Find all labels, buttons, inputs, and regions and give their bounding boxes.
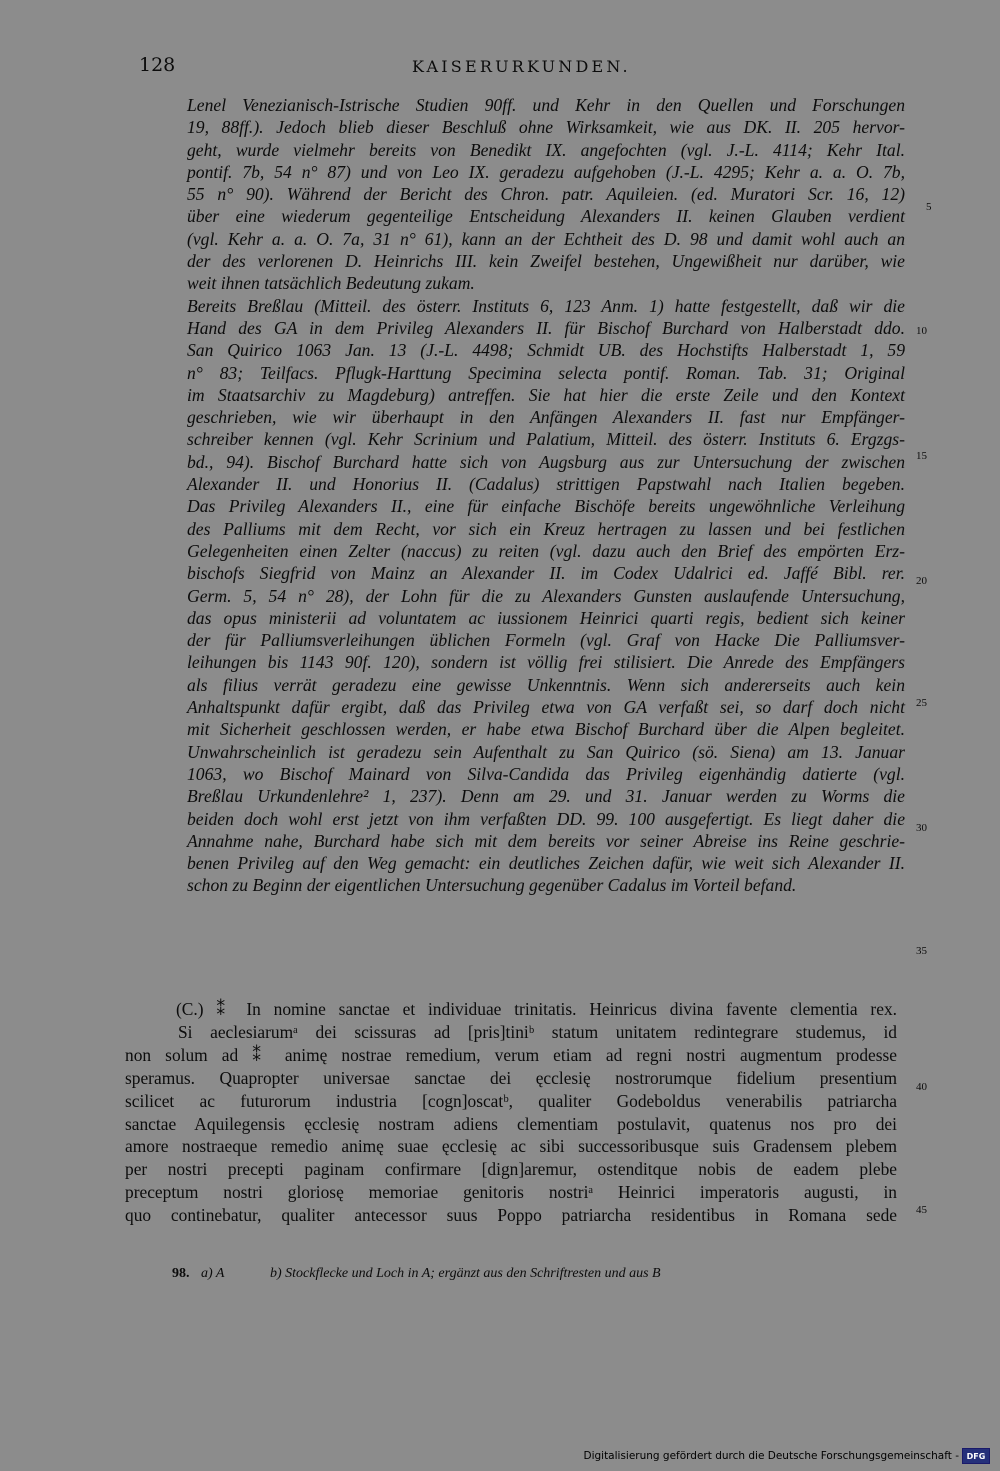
commentary-line: bd., 94). Bischof Burchard hatte sich von Augsburg aus zur Untersuchung der zwischen — [187, 451, 905, 472]
line-number: 45 — [916, 1204, 927, 1216]
charter-line: per nostri precepti paginam confirmare [dign]aremur, ostenditque nobis de eadem plebe — [125, 1159, 897, 1180]
dfg-logo: DFG — [962, 1448, 990, 1464]
commentary-line: mit Sicherheit geschlossen werden, er habe etwa Bischof Burchard über die Alpen begleitet. — [187, 719, 905, 740]
commentary-block — [187, 94, 905, 897]
commentary-line: Alexander II. und Honorius II. (Cadalus) strittigen Papstwahl nach Italien begeben. — [187, 474, 905, 495]
commentary-line: San Quirico 1063 Jan. 13 (J.-L. 4498; Schmidt UB. des Hochstifts Halberstadt 1, 59 — [187, 340, 905, 361]
footnotes — [172, 1266, 872, 1282]
running-head: KAISERURKUNDEN. — [412, 57, 631, 76]
commentary-line: benen Privileg auf den Weg gemacht: ein deutliches Zeichen dafür, wie weit sich Alexander II. — [187, 853, 905, 874]
commentary-line: Unwahrscheinlich ist geradezu sein Aufenthalt zu San Quirico (sö. Siena) am 13. Januar — [187, 741, 905, 762]
commentary-line: geschrieben, wie wir überhaupt in den Anfängen Alexanders II. fast nur Empfänger- — [187, 407, 905, 428]
commentary-line: Das Privileg Alexanders II., eine für einfache Bischöfe bereits ungewöhnliche Verleihung — [187, 496, 905, 517]
commentary-line: n° 83; Teilfacs. Pflugk-Harttung Specimina selecta pontif. Roman. Tab. 31; Original — [187, 362, 905, 383]
charter-text — [125, 998, 897, 1227]
commentary-line: über eine wiederum gegenteilige Entscheidung Alexanders II. keinen Glauben verdient — [187, 206, 905, 227]
commentary-line: Breßlau Urkundenlehre² 1, 237). Denn am 29. und 31. Januar werden zu Worms die — [187, 786, 905, 807]
commentary-line: schreiber kennen (vgl. Kehr Scrinium und Palatium, Mitteil. des österr. Instituts 6. Ergzgs- — [187, 429, 905, 450]
charter-line: sanctae Aquilegensis ęcclesię nostram adiens clementiam postulavit, quatenus nos pro dei — [125, 1113, 897, 1134]
footnote-b: b) Stockflecke und Loch in A; ergänzt aus den Schriftresten und aus B — [269, 1266, 661, 1281]
commentary-line: schon zu Beginn der eigentlichen Untersuchung gegenüber Cadalus im Vorteil befand. — [187, 875, 797, 896]
charter-line: preceptum nostri gloriosę memoriae genitoris nostriᵃ Heinrici imperatoris augusti, in — [125, 1182, 897, 1203]
charter-line: scilicet ac futurorum industria [cogn]oscatᵇ, qualiter Godeboldus venerabilis patriarcha — [125, 1090, 897, 1111]
charter-line: speramus. Quapropter universae sanctae dei ęcclesię nostrorumque fidelium presentium — [125, 1067, 897, 1088]
commentary-line: 55 n° 90). Während der Bericht des Chron. patr. Aquileien. (ed. Muratori Scr. 16, 12) — [187, 184, 905, 205]
commentary-line: 1063, wo Bischof Mainard von Silva-Candida das Privileg eigenhändig datierte (vgl. — [187, 763, 905, 784]
commentary-line: Anhaltspunkt dafür ergibt, daß das Privileg etwa von GA verfaßt sei, so darf doch nicht — [187, 697, 905, 718]
digitization-credit — [583, 1448, 990, 1464]
line-number: 40 — [916, 1081, 927, 1093]
line-number: 20 — [916, 575, 927, 587]
commentary-line: Germ. 5, 54 n° 28), der Lohn für die zu Alexanders Gunsten auslaufende Untersuchung, — [187, 585, 905, 606]
commentary-line: Bereits Breßlau (Mitteil. des österr. Instituts 6, 123 Anm. 1) hatte festgestellt, daß wir die — [187, 295, 905, 316]
charter-line: (C.) ⁑ In nomine sanctae et individuae trinitatis. Heinricus divina favente clementia rex. — [176, 999, 897, 1019]
line-number: 35 — [916, 945, 927, 957]
commentary-line: Gelegenheiten einen Zelter (naccus) zu reiten (vgl. dazu auch den Brief des empörten Erz- — [187, 540, 905, 561]
commentary-line: (vgl. Kehr a. a. O. 7a, 31 n° 61), kann an der Echtheit des D. 98 und damit wohl auch an — [187, 228, 905, 249]
commentary-line: leihungen bis 1143 90f. 120), sondern ist völlig frei stilisiert. Die Anrede des Empfängers — [187, 652, 905, 673]
line-number: 5 — [926, 201, 932, 213]
commentary-line: weit ihnen tatsächlich Bedeutung zukam. — [187, 273, 475, 294]
commentary-line: als filius verrät geradezu eine gewisse Unkenntnis. Wenn sich andererseits auch kein — [187, 674, 905, 695]
page-number: 128 — [139, 54, 176, 76]
footnote-number: 98. — [172, 1266, 190, 1281]
commentary-line: pontif. 7b, 54 n° 87) und von Leo IX. geradezu aufgehoben (J.-L. 4295; Kehr a. a. O. 7b, — [187, 161, 905, 182]
commentary-line: im Staatsarchiv zu Magdeburg) antreffen. Sie hat hier die erste Zeile und den Kontext — [187, 384, 905, 405]
commentary-line: des Palliums mit dem Recht, vor sich ein Kreuz hertragen zu lassen und bei festlichen — [187, 518, 905, 539]
charter-line: amore nostraeque remedio animę suae ęcclesię ac sibi successoribusque suis Gradensem plebem — [125, 1136, 897, 1157]
commentary-line: der für Palliumsverleihungen üblichen Formeln (vgl. Graf von Hacke Die Palliumsver- — [187, 630, 905, 651]
line-number: 30 — [916, 822, 927, 834]
commentary-line: Lenel Venezianisch-Istrische Studien 90ff. und Kehr in den Quellen und Forschungen — [187, 95, 905, 115]
commentary-line: beiden doch wohl erst jetzt von ihm verfaßten DD. 99. 100 ausgefertigt. Es liegt daher die — [187, 808, 905, 829]
footnote-a: a) A — [201, 1266, 225, 1281]
charter-line: non solum ad ⁑ animę nostrae remedium, verum etiam ad regni nostri augmentum prodesse — [125, 1044, 897, 1065]
line-number: 15 — [916, 450, 927, 462]
credit-text: Digitalisierung gefördert durch die Deutsche Forschungsgemeinschaft - — [583, 1450, 959, 1462]
charter-line: quo continebatur, qualiter antecessor suus Poppo patriarcha residentibus in Romana sede — [125, 1205, 897, 1226]
commentary-line: geht, wurde vielmehr bereits von Benedikt IX. angefochten (vgl. J.-L. 4114; Kehr Ital. — [187, 139, 905, 160]
commentary-line: das opus ministerii ad voluntatem ac iussionem Heinrici quarti regis, bedient sich keiner — [187, 607, 905, 628]
line-number: 25 — [916, 697, 927, 709]
commentary-line: Annahme nahe, Burchard habe sich mit dem bereits vor seiner Abreise ins Reine geschrie- — [187, 830, 905, 851]
charter-line: Si aeclesiarumᵃ dei scissuras ad [pris]tiniᵇ statum unitatem redintegrare studemus, id — [178, 1021, 897, 1042]
commentary-line: bischofs Siegfrid von Mainz an Alexander II. im Codex Udalrici ed. Jaffé Bibl. rer. — [187, 563, 905, 584]
commentary-line: der des verlorenen D. Heinrichs III. kein Zweifel bestehen, Ungewißheit nur darüber, wie — [187, 251, 905, 272]
line-number: 10 — [916, 325, 927, 337]
commentary-line: 19, 88ff.). Jedoch blieb dieser Beschluß ohne Wirksamkeit, wie aus DK. II. 205 hervor- — [187, 117, 905, 138]
commentary-line: Hand des GA in dem Privileg Alexanders II. für Bischof Burchard von Halberstadt ddo. — [187, 317, 905, 338]
